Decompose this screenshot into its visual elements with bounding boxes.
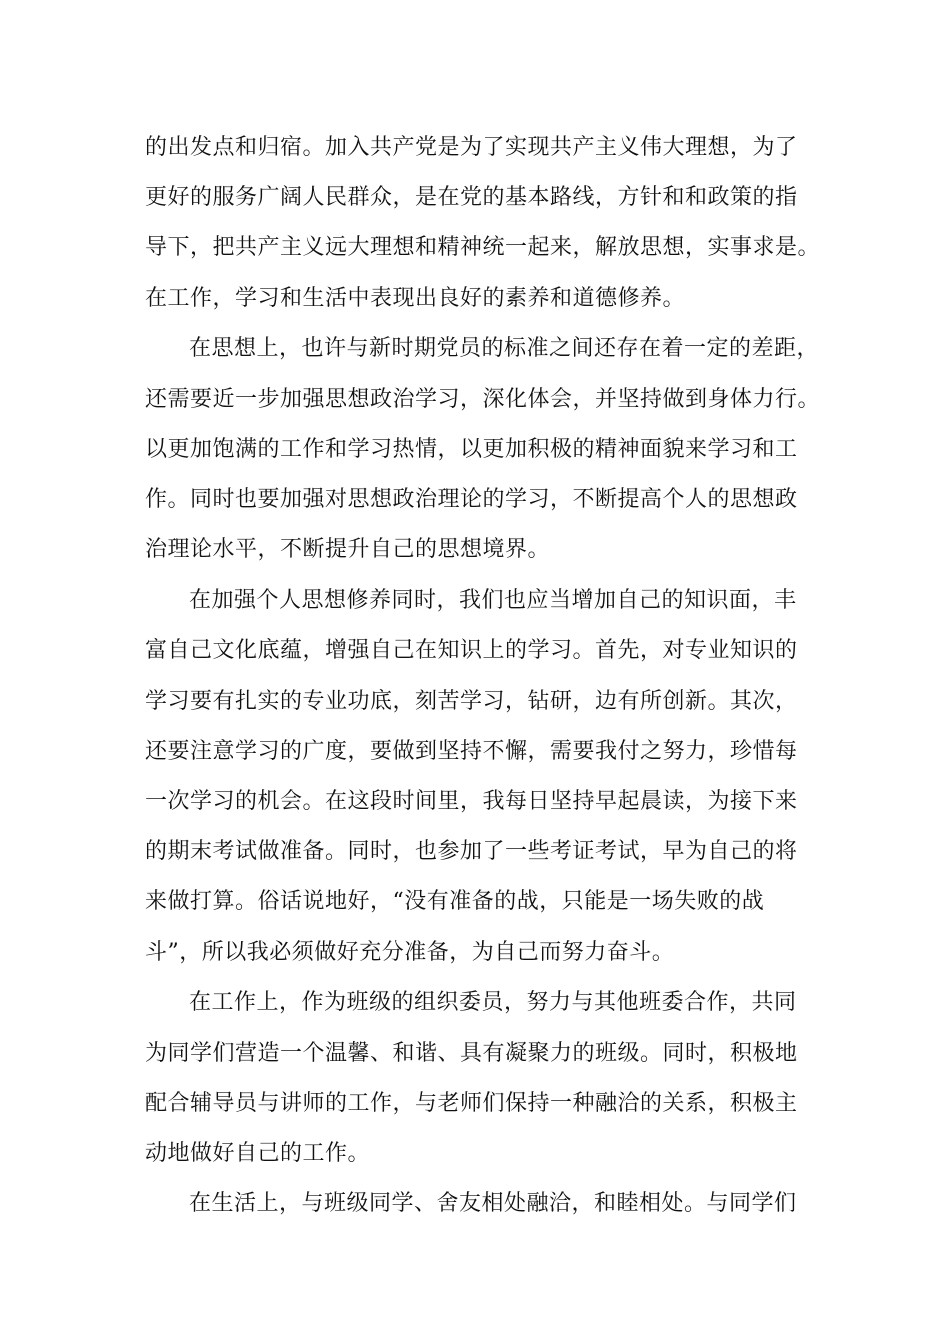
paragraph-first-line: 在加强个人思想修养同时，我们也应当增加自己的知识面，丰 [189,588,797,613]
text-line: 还要注意学习的广度，要做到坚持不懈，需要我付之努力，珍惜每 [145,739,798,764]
text-line: 还需要近一步加强思想政治学习，深化体会，并坚持做到身体力行。 [145,387,821,412]
text-line: 作。同时也要加强对思想政治理论的学习，不断提高个人的思想政 [145,487,798,512]
text-line: 斗”，所以我必须做好充分准备，为自己而努力奋斗。 [145,940,675,965]
text-line: 的期末考试做准备。同时，也参加了一些考证考试，早为自己的将 [145,839,798,864]
paragraph-first-line: 在思想上，也许与新时期党员的标准之间还存在着一定的差距， [189,336,820,361]
paragraph-first-line: 在工作上，作为班级的组织委员，努力与其他班委合作，共同 [189,990,797,1015]
text-line: 为同学们营造一个温馨、和谐、具有凝聚力的班级。同时，积极地 [145,1041,798,1066]
text-line: 动地做好自己的工作。 [145,1141,371,1166]
text-line: 更好的服务广阔人民群众，是在党的基本路线，方针和和政策的指 [145,185,798,210]
text-line: 治理论水平，不断提升自己的思想境界。 [145,537,551,562]
text-line: 以更加饱满的工作和学习热情，以更加积极的精神面貌来学习和工 [145,437,798,462]
text-line: 配合辅导员与讲师的工作，与老师们保持一种融洽的关系，积极主 [145,1091,798,1116]
text-line: 的出发点和归宿。加入共产党是为了实现共产主义伟大理想，为了 [145,135,798,160]
text-line: 导下，把共产主义远大理想和精神统一起来，解放思想，实事求是。 [145,235,821,260]
text-line: 学习要有扎实的专业功底，刻苦学习，钻研，边有所创新。其次， [145,689,798,714]
text-line: 来做打算。俗话说地好，“没有准备的战，只能是一场失败的战 [145,889,765,914]
paragraph-first-line: 在生活上，与班级同学、舍友相处融洽，和睦相处。与同学们 [189,1191,797,1216]
text-line: 一次学习的机会。在这段时间里，我每日坚持早起晨读，为接下来 [145,789,798,814]
text-line: 在工作，学习和生活中表现出良好的素养和道德修养。 [145,286,686,311]
text-line: 富自己文化底蕴，增强自己在知识上的学习。首先，对专业知识的 [145,638,798,663]
